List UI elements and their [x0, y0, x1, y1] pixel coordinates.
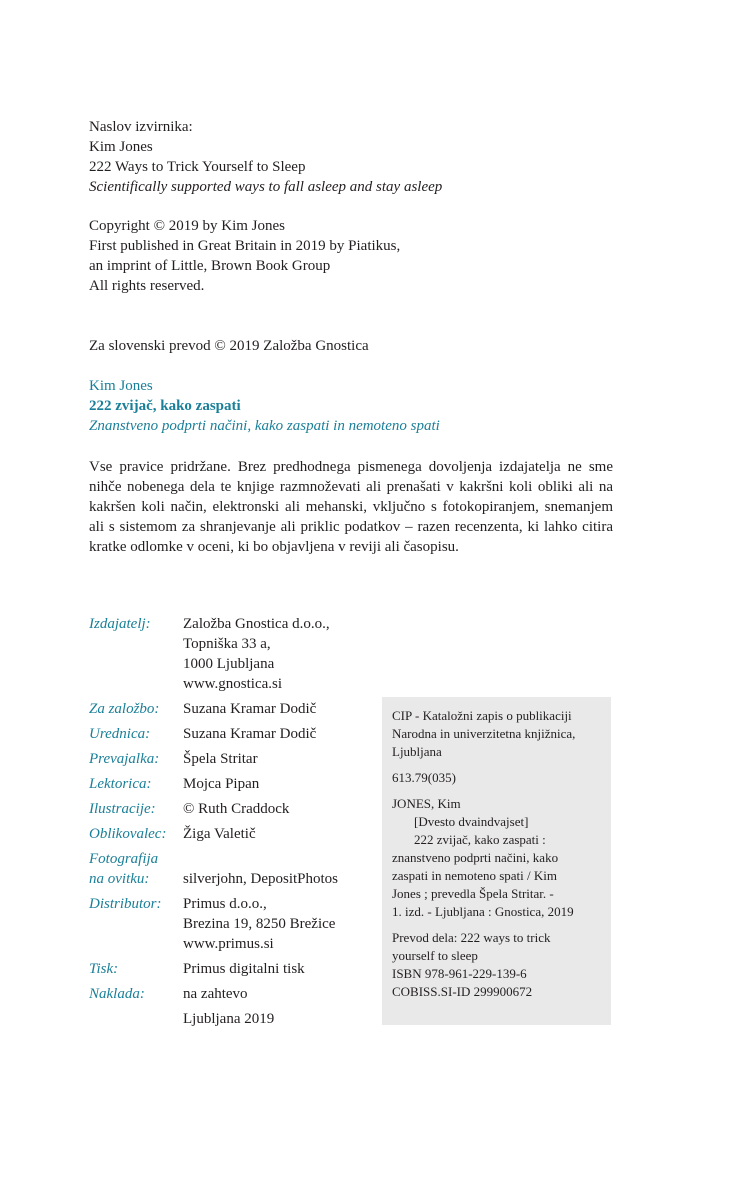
- credit-row-editor: [89, 724, 379, 744]
- credit-label: Tisk:: [89, 961, 119, 977]
- credit-row-edition: [89, 984, 379, 1004]
- original-subtitle: Scientifically supported ways to fall asleep and stay asleep: [89, 179, 443, 195]
- slovene-title: 222 zvijač, kako zaspati: [89, 398, 241, 414]
- credit-label: Prevajalka:: [89, 751, 160, 767]
- cip-udc: 613.79(035): [392, 770, 456, 785]
- slovene-subtitle: Znanstveno podprti načini, kako zaspati in nemoteno spati: [89, 418, 440, 434]
- copyright-line: First published in Great Britain in 2019 by Piatikus,: [89, 238, 401, 254]
- credit-label: Ilustracije:: [89, 801, 156, 817]
- credit-row-print: [89, 959, 379, 979]
- credit-row-distributor: [89, 894, 379, 954]
- credit-label-line: Fotografija: [89, 851, 159, 867]
- copyright-line: All rights reserved.: [89, 278, 205, 294]
- cip-cobiss-id: COBISS.SI-ID 299900672: [392, 984, 533, 999]
- cip-header-line: CIP - Kataložni zapis o publikaciji: [392, 708, 572, 723]
- credit-row-for-publisher: [89, 699, 379, 719]
- credit-label: Izdajatelj:: [89, 616, 151, 632]
- cip-description-line: zaspati in nemoteno spati / Kim: [392, 868, 557, 883]
- cip-description-line: 1. izd. - Ljubljana : Gnostica, 2019: [392, 904, 574, 919]
- cip-note-line: yourself to sleep: [392, 948, 478, 963]
- credit-row-translator: [89, 749, 379, 769]
- credit-value: Suzana Kramar Dodič: [183, 726, 317, 742]
- cip-uniform-title: [Dvesto dvaindvajset]: [414, 814, 529, 829]
- cip-header-line: Ljubljana: [392, 744, 442, 759]
- credit-value: Mojca Pipan: [183, 776, 260, 792]
- credit-label: [89, 849, 183, 889]
- slovene-title-block: [89, 376, 440, 436]
- credits-list: [89, 614, 379, 1034]
- credit-value: Žiga Valetič: [183, 826, 256, 842]
- copyright-line: Copyright © 2019 by Kim Jones: [89, 218, 285, 234]
- distributor-address: Brezina 19, 8250 Brežice: [183, 916, 336, 932]
- cip-record-box: [382, 697, 611, 1025]
- copyright-block: [89, 216, 400, 296]
- cip-author-heading: JONES, Kim: [392, 796, 461, 811]
- credit-label: Lektorica:: [89, 776, 152, 792]
- credit-row-publisher: [89, 614, 379, 694]
- rights-paragraph: Vse pravice pridržane. Brez predhodnega pismenega dovoljenja izdajatelja ne sme nihče nobenega dela te knjige razmnoževati ali prenašati v kakršni koli obliki ali na kakršen koli način, elektronski ali mehanski, vključno s fotokopiranjem, snemanjem ali s sistemom za shranjevanje ali priklic podatkov – razen recenzenta, ki lahko citira kratke odlomke v oceni, ki bo objavljena v reviji ali časopisu.: [89, 459, 613, 555]
- publisher-city: 1000 Ljubljana: [183, 656, 275, 672]
- credit-value: na zahtevo: [183, 986, 248, 1002]
- distributor-website: www.primus.si: [183, 936, 274, 952]
- credit-value: silverjohn, DepositPhotos: [183, 871, 339, 887]
- credit-value: [183, 614, 330, 694]
- credit-row-designer: [89, 824, 379, 844]
- credit-value: Primus digitalni tisk: [183, 961, 305, 977]
- slovene-copyright-block: [89, 336, 369, 356]
- place-year: Ljubljana 2019: [183, 1011, 275, 1027]
- credit-label: Naklada:: [89, 986, 145, 1002]
- credit-label: Distributor:: [89, 896, 162, 912]
- credit-label: Urednica:: [89, 726, 151, 742]
- publisher-website: www.gnostica.si: [183, 676, 283, 692]
- original-title-heading: Naslov izvirnika:: [89, 119, 193, 135]
- cip-description-line: Jones ; prevedla Špela Stritar. -: [392, 886, 554, 901]
- distributor-name: Primus d.o.o.,: [183, 896, 267, 912]
- cip-description-line: znanstveno podprti načini, kako: [392, 850, 559, 865]
- credit-row-place-year: [89, 1009, 379, 1029]
- credit-label: Za založbo:: [89, 701, 160, 717]
- credit-value: [183, 894, 335, 954]
- cip-isbn: ISBN 978-961-229-139-6: [392, 966, 527, 981]
- publisher-street: Topniška 33 a,: [183, 636, 271, 652]
- original-author: Kim Jones: [89, 139, 153, 155]
- credit-row-illustrations: [89, 799, 379, 819]
- slovene-copyright: Za slovenski prevod © 2019 Založba Gnostica: [89, 338, 369, 354]
- credit-value: Špela Stritar: [183, 751, 258, 767]
- original-title: 222 Ways to Trick Yourself to Sleep: [89, 159, 306, 175]
- cip-description-line: 222 zvijač, kako zaspati :: [414, 832, 546, 847]
- slovene-author: Kim Jones: [89, 378, 153, 394]
- credit-row-cover-photo: [89, 849, 379, 889]
- credit-value: Suzana Kramar Dodič: [183, 701, 317, 717]
- copyright-line: an imprint of Little, Brown Book Group: [89, 258, 331, 274]
- credit-label-empty: [89, 1009, 183, 1029]
- credit-value: © Ruth Craddock: [183, 801, 290, 817]
- original-title-block: [89, 117, 442, 197]
- credit-label: Oblikovalec:: [89, 826, 167, 842]
- credit-row-proofreader: [89, 774, 379, 794]
- cip-note-line: Prevod dela: 222 ways to trick: [392, 930, 551, 945]
- cip-header-line: Narodna in univerzitetna knjižnica,: [392, 726, 576, 741]
- credit-label-line: na ovitku:: [89, 871, 150, 887]
- publisher-name: Založba Gnostica d.o.o.,: [183, 616, 330, 632]
